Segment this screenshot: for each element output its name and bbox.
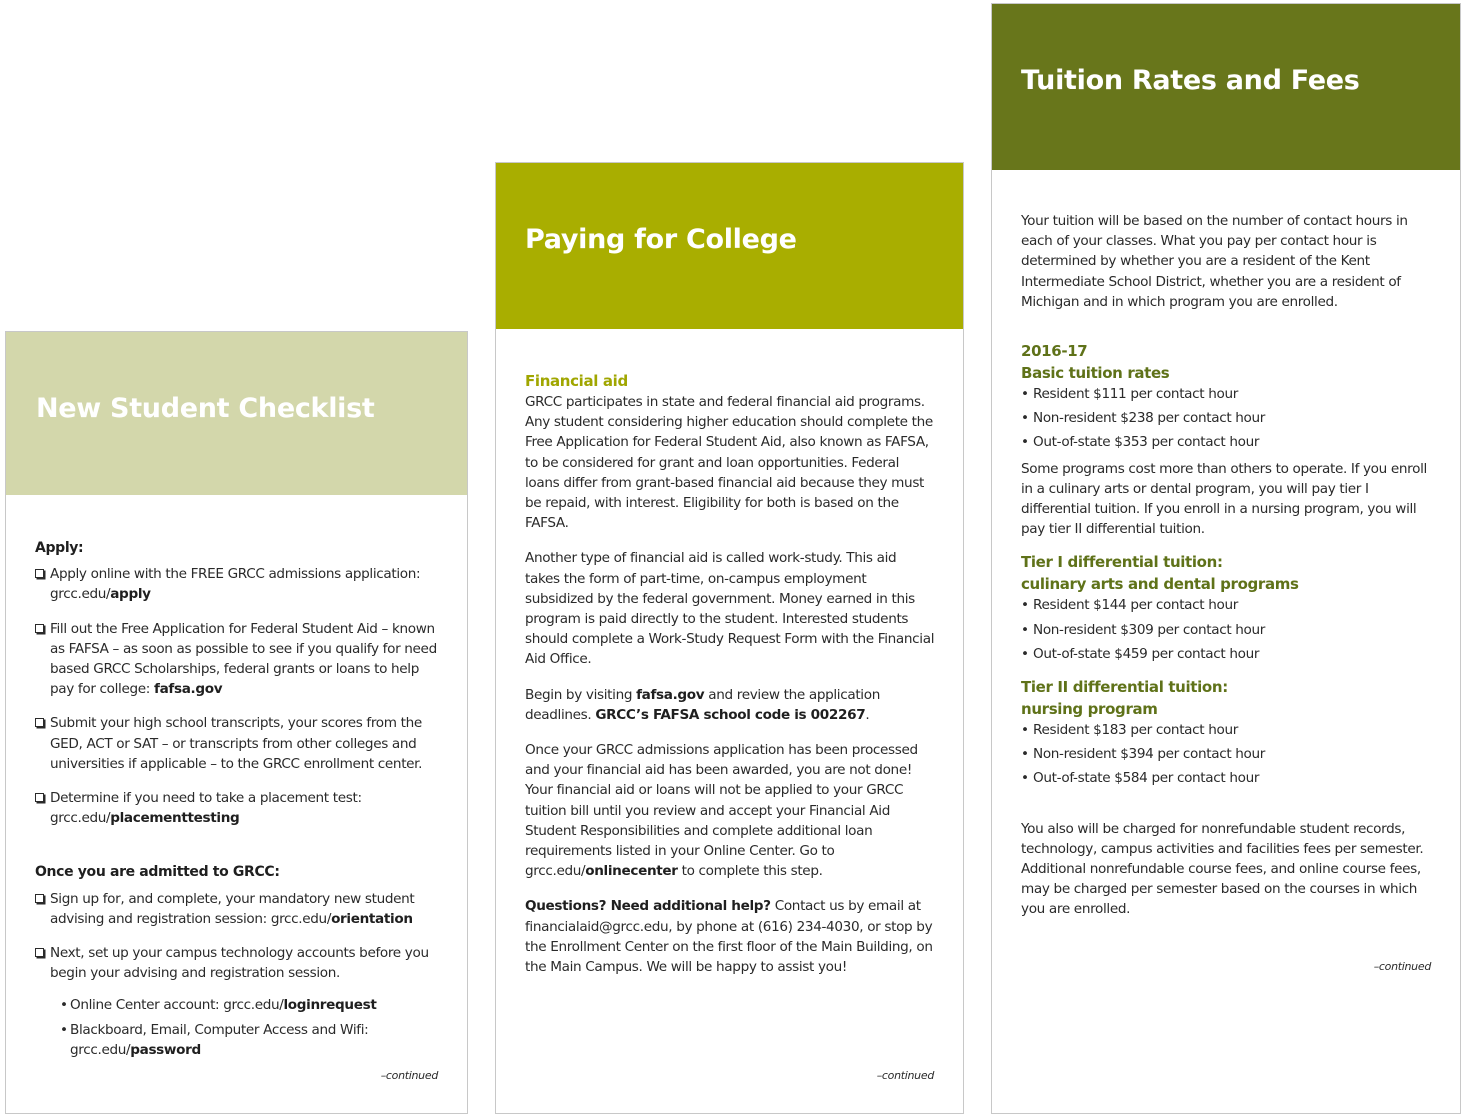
- intro-paragraph: Your tuition will be based on the number of contact hours in each of your classes. What you pay per contact hour is determined by whether you are a resident of the Kent Intermediate School District, whether you are a resident of Michigan and in which program you are enrolled.: [1021, 213, 1408, 310]
- tier1-heading: Tier I differential tuition: culinary arts and dental programs: [1021, 553, 1299, 594]
- continued-note: –continued: [1373, 960, 1431, 973]
- rate-item: • Out-of-state $459 per contact hour: [1021, 644, 1432, 664]
- list-item: • Blackboard, Email, Computer Access and Wifi: grcc.edu/password: [60, 1021, 369, 1058]
- fees-note: You also will be charged for nonrefundable student records, technology, campus activities and facilities fees per semester. Additional nonrefundable course fees, and online course fees, may be charged per semester based on the courses in which you are enrolled.: [1021, 820, 1424, 918]
- bullet-icon: •: [60, 997, 68, 1014]
- rate-item: • Resident $144 per contact hour: [1021, 595, 1432, 615]
- checklist-item[interactable]: Sign up for, and complete, your mandatory new student advising and registration session: grcc.edu/orientation: [35, 889, 439, 929]
- tuition-rates-panel: [991, 3, 1461, 1114]
- bullet-icon: •: [1021, 645, 1029, 662]
- link-onlinecenter[interactable]: onlinecenter: [585, 863, 678, 880]
- checkbox-icon[interactable]: [35, 894, 44, 903]
- paragraph: Once your GRCC admissions application has been processed and your financial aid has been awarded, you are not done! Your financial aid or loans will not be applied to your GRCC tuition bill until you review and accept your Financial Aid Student Responsibilities and complete additional loan requirements listed in your Online Center. Go to grcc.edu/onlinecenter to complete this step.: [525, 742, 918, 880]
- tier2-heading: Tier II differential tuition: nursing program: [1021, 678, 1228, 719]
- paying-for-college-panel: [495, 162, 964, 1114]
- basic-rates-heading: Basic tuition rates: [1021, 364, 1170, 383]
- financial-aid-heading: Financial aid: [525, 372, 628, 390]
- link-loginrequest[interactable]: loginrequest: [283, 997, 377, 1014]
- paragraph: Begin by visiting fafsa.gov and review the application deadlines. GRCC’s FAFSA school code is 002267.: [525, 686, 880, 723]
- list-item: • Online Center account: grcc.edu/loginrequest: [60, 995, 439, 1015]
- apply-heading: Apply:: [35, 540, 84, 556]
- questions-label: Questions? Need additional help?: [525, 898, 771, 915]
- panel-header: [6, 332, 467, 495]
- checklist-item[interactable]: Fill out the Free Application for Federal Student Aid – known as FAFSA – as soon as possible to see if you qualify for need based GRCC Scholarships, federal grants or loans to help pay for college: fafsa.gov: [35, 619, 439, 700]
- panel-body: [35, 538, 439, 1064]
- checkbox-icon[interactable]: [35, 624, 44, 633]
- paragraph: Another type of financial aid is called work-study. This aid takes the form of part-time, on-campus employment subsidized by the federal government. Money earned in this program is paid directly to the student. Interested students should complete a Work-Study Request Form with the Financial Aid Office.: [525, 550, 935, 668]
- bullet-icon: •: [1021, 434, 1029, 451]
- rate-item: • Non-resident $309 per contact hour: [1021, 620, 1432, 640]
- contact-paragraph: Questions? Need additional help? Contact us by email at financialaid@grcc.edu, by phone at (616) 234-4030, or stop by the Enrollment Center on the first floor of the Main Building, on the Main Campus. We will be happy to assist you!: [525, 898, 933, 976]
- checkbox-icon[interactable]: [35, 793, 44, 802]
- bullet-icon: •: [1021, 722, 1029, 739]
- bullet-icon: •: [1021, 410, 1029, 427]
- bullet-icon: •: [1021, 621, 1029, 638]
- panel-header: [496, 163, 963, 329]
- checklist-item[interactable]: Next, set up your campus technology accounts before you begin your advising and registration session. • Online Center account: grcc.edu/loginrequest • Blackboard, Email, Computer Access and Wifi: grcc.edu/password: [35, 943, 439, 1060]
- checkbox-icon[interactable]: [35, 718, 44, 727]
- rate-item: • Resident $183 per contact hour: [1021, 720, 1432, 740]
- continued-note: –continued: [380, 1069, 438, 1082]
- checklist-item[interactable]: Apply online with the FREE GRCC admissions application: grcc.edu/apply: [35, 564, 439, 604]
- bullet-icon: •: [1021, 770, 1029, 787]
- link-fafsa[interactable]: fafsa.gov: [154, 681, 223, 698]
- panel-body: [1021, 211, 1432, 920]
- school-code: GRCC’s FAFSA school code is 002267: [595, 706, 866, 723]
- admitted-heading: Once you are admitted to GRCC:: [35, 864, 280, 881]
- continued-note: –continued: [876, 1069, 934, 1082]
- bullet-icon: •: [1021, 746, 1029, 763]
- year-heading: 2016-17: [1021, 342, 1088, 361]
- link-password[interactable]: password: [130, 1041, 201, 1058]
- rate-item: • Non-resident $238 per contact hour: [1021, 408, 1432, 428]
- bullet-icon: •: [1021, 386, 1029, 403]
- rate-item: • Non-resident $394 per contact hour: [1021, 744, 1432, 764]
- panel-body: [525, 370, 935, 992]
- bullet-icon: •: [1021, 597, 1029, 614]
- panel-title: Paying for College: [525, 224, 797, 255]
- link-orientation[interactable]: orientation: [331, 910, 413, 927]
- bullet-icon: •: [60, 1021, 68, 1038]
- rate-item: • Resident $111 per contact hour: [1021, 384, 1432, 404]
- checkbox-icon[interactable]: [35, 569, 44, 578]
- link-placementtesting[interactable]: placementtesting: [110, 810, 240, 827]
- checkbox-icon[interactable]: [35, 948, 44, 957]
- new-student-checklist-panel: [5, 331, 468, 1114]
- panel-title: Tuition Rates and Fees: [1021, 65, 1360, 96]
- panel-header: [992, 4, 1460, 170]
- link-fafsa[interactable]: fafsa.gov: [636, 686, 705, 703]
- rate-item: • Out-of-state $353 per contact hour: [1021, 432, 1432, 452]
- programs-note: Some programs cost more than others to operate. If you enroll in a culinary arts or dental program, you will pay tier I differential tuition. If you enroll in a nursing program, you will pay tier II differential tuition.: [1021, 460, 1427, 538]
- checklist-item[interactable]: Submit your high school transcripts, your scores from the GED, ACT or SAT – or transcripts from other colleges and universities if applicable – to the GRCC enrollment center.: [35, 713, 439, 774]
- rate-item: • Out-of-state $584 per contact hour: [1021, 768, 1432, 788]
- panel-title: New Student Checklist: [36, 393, 375, 424]
- link-apply[interactable]: apply: [110, 586, 151, 603]
- account-list: [50, 995, 439, 1060]
- paragraph: GRCC participates in state and federal financial aid programs. Any student considering higher education should complete the Free Application for Federal Student Aid, also known as FAFSA, to be considered for grant and loan opportunities. Federal loans differ from grant-based financial aid because they must be repaid, with interest. Eligibility for both is based on the FAFSA.: [525, 394, 933, 532]
- checklist-item[interactable]: Determine if you need to take a placement test: grcc.edu/placementtesting: [35, 788, 439, 828]
